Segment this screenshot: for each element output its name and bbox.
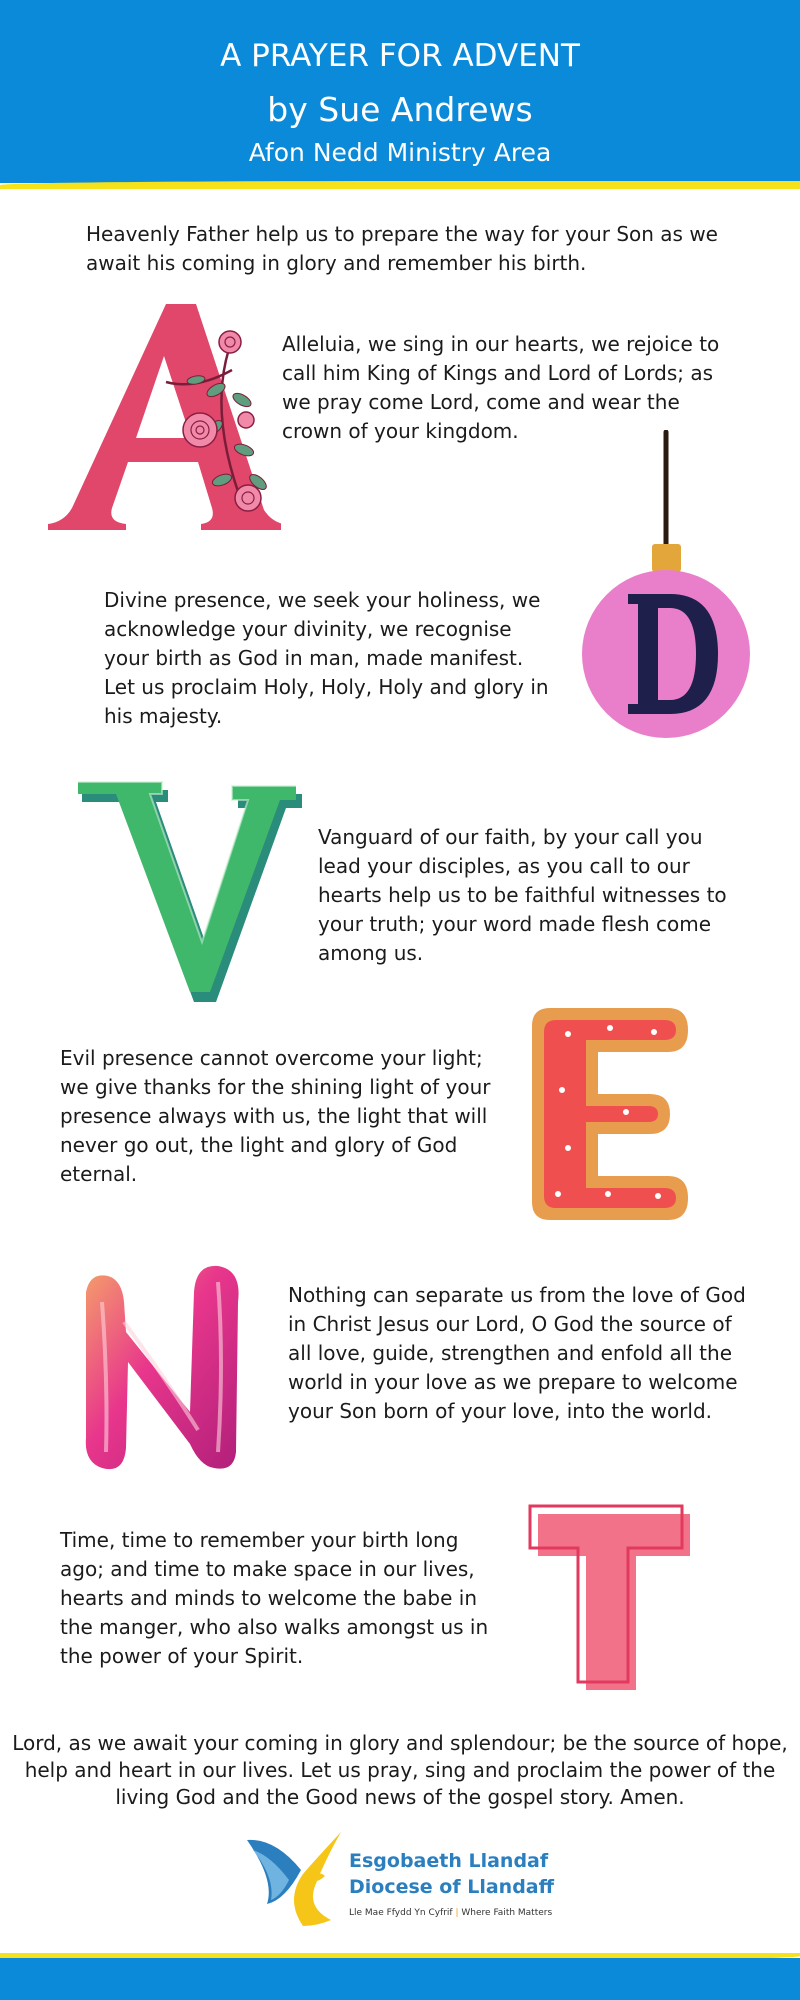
letter-v-icon [76, 780, 306, 1002]
tagline-english: Where Faith Matters [461, 1908, 553, 1918]
logo-tagline [349, 1908, 552, 1918]
logo-name-english: Diocese of Llandaff [349, 1876, 555, 1898]
author-line: by Sue Andrews [267, 90, 533, 129]
tagline-welsh: Lle Mae Ffydd Yn Cyfrif [349, 1908, 453, 1918]
section-n-text: Nothing can separate us from the love of God in Christ Jesus our Lord, O God the source of all love, guide, strengthen and enfold all the world in your love as we prepare to welcome your Son born of your love, into the world. [288, 1283, 746, 1423]
ministry-area: Afon Nedd Ministry Area [248, 138, 552, 167]
section-t-text: Time, time to remember your birth long ago; and time to make space in our lives, hearts and minds to welcome the babe in the manger, who also walks amongst us in the power of your Spirit. [60, 1528, 489, 1668]
logo-name-welsh: Esgobaeth Llandaf [349, 1850, 549, 1872]
letter-n-paint-icon [78, 1262, 248, 1476]
closing-prayer: Lord, as we await your coming in glory and splendour; be the source of hope, help and heart in our lives. Let us pray, sing and proclaim the power of the living God and the Good news of the gospel story. Amen. [12, 1731, 788, 1809]
page-title: A PRAYER FOR ADVENT [220, 38, 580, 74]
letter-t-outline-icon [528, 1504, 694, 1692]
footer-banner [0, 1958, 800, 2000]
letter-e-cookie-icon [528, 998, 693, 1230]
letter-d-ornament-icon [580, 430, 755, 740]
section-a-text: Alleluia, we sing in our hearts, we rejoice to call him King of Kings and Lord of Lords; as we pray come Lord, come and wear the crown of your kingdom. [282, 332, 720, 443]
tagline-separator: | [455, 1908, 459, 1918]
section-d-text: Divine presence, we seek your holiness, we acknowledge your divinity, we recognise your birth as God in man, made manifest. Let us proclaim Holy, Holy, Holy and glory in his majesty. [104, 588, 549, 728]
header-stripe [0, 181, 800, 189]
header-banner [0, 0, 800, 183]
section-e-text: Evil presence cannot overcome your light; we give thanks for the shining light of your presence always with us, the light that will never go out, the light and glory of God eternal. [60, 1046, 491, 1186]
diocese-logo [245, 1830, 565, 1930]
letter-a-floral-icon [46, 300, 281, 532]
intro-text: Heavenly Father help us to prepare the way for your Son as we await his coming in glory and remember his birth. [86, 222, 718, 275]
section-v-text: Vanguard of our faith, by your call you lead your disciples, as you call to our hearts help us to be faithful witnesses to your truth; your word made flesh come among us. [318, 825, 727, 965]
dove-logo-icon [245, 1830, 345, 1930]
